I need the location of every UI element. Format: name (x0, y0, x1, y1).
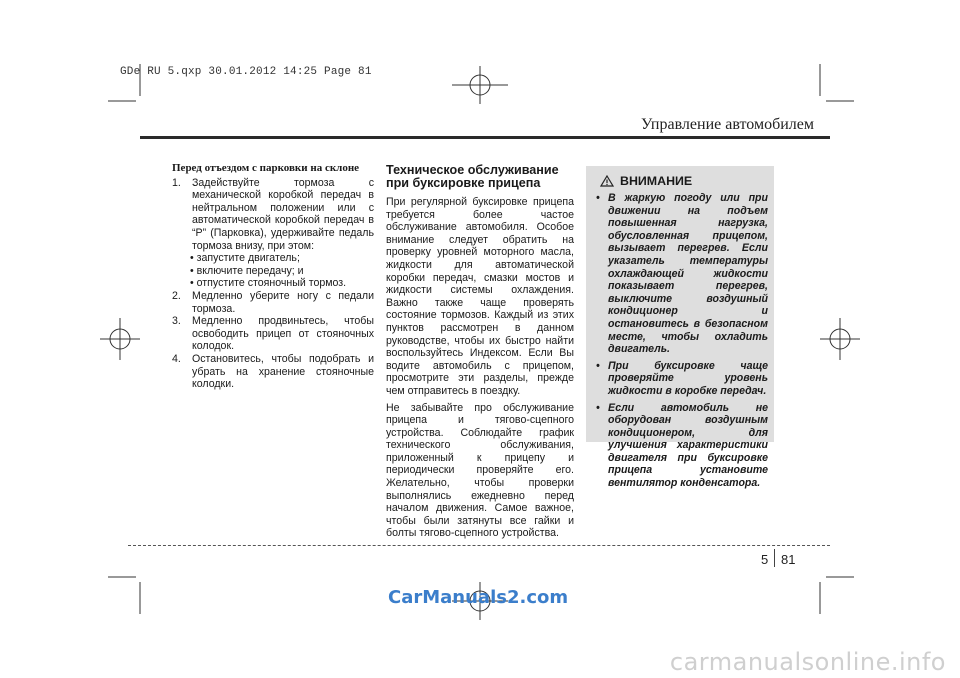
page-number-separator (774, 549, 775, 567)
step-bullet: • запустите двигатель; (190, 252, 300, 265)
warning-item: • Если автомобиль не оборудован воздушным кондиционером, для улучшения характеристики двигателя при буксировке прицепа установите вентилятор конденсатора. (596, 401, 768, 490)
step-bullet: • отпустите стояночный тормоз. (190, 277, 347, 290)
warning-title: ВНИМАНИЕ (620, 174, 693, 188)
chapter-title: Управление автомобилем (640, 116, 814, 133)
registration-mark-left (100, 318, 140, 360)
page-number: 81 (781, 552, 796, 567)
step-item: 1. Задействуйте тормоза с механической коробкой передач в нейтральном положении или с автоматической коробкой передач в “P” (Парковка), удерживайте педаль тормоза внизу, при этом: (172, 176, 374, 252)
section-title: Перед отъездом с парковки на склоне (172, 162, 360, 174)
registration-mark-right (820, 318, 860, 360)
footer-dashed-rule (128, 545, 830, 546)
section-title: Техническое обслуживание при буксировке прицепа (386, 163, 559, 190)
site-watermark: carmanualsonline.info (669, 648, 946, 676)
step-bullet: • включите передачу; и (190, 264, 304, 277)
brand-watermark-link[interactable]: CarManuals2.com (388, 587, 569, 608)
warning-item: • В жаркую погоду или при движении на подъем повышенная нагрузка, обусловленная прицепом, вызывает перегрев. Если указатель температуры охлаждающей жидкости показывает перегрев, выключите воздушный кондиционер и остановитесь в безопасном месте, чтобы охладить двигатель. (596, 192, 768, 356)
header-rule (140, 136, 830, 139)
warning-list (586, 188, 774, 490)
warning-box (586, 166, 774, 490)
section-number: 5 (761, 552, 769, 567)
step-item: 4. Остановитесь, чтобы подобрать и убрать на хранение стояночные колодки. (172, 352, 374, 391)
paragraph: Не забывайте про обслуживание прицепа и тягово-сцепного устройства. Соблюдайте график технического обслуживания, приложенный к прицепу и периодически проверяйте его. Желательно, чтобы проверки выполнялись ежедневно перед началом движения. Самое важное, чтобы были затянуты все гайки и болты тягово-сцепного устройства. (386, 401, 574, 540)
step-item: 3. Медленно продвиньтесь, чтобы освободить прицеп от стояночных колодок. (172, 315, 374, 353)
warning-item: • При буксировке чаще проверяйте уровень жидкости в коробке передач. (596, 359, 768, 397)
registration-mark-top (452, 66, 508, 104)
paragraph: При регулярной буксировке прицепа требуется более частое обслуживание автомобиля. Особое внимание следует обратить на проверку уровней моторного масла, жидкости для автоматической коробки передач, смазки мостов и жидкости системы охлаждения. Важно также чаще проверять состояние тормозов. Каждый из этих пунктов рассмотрен в данном руководстве, чтобы их быстро найти воспользуйтесь Индексом. Если Вы водите автомобиль с прицепом, просмотрите эти разделы, прежде чем отправитесь в поездку. (386, 196, 574, 397)
warning-triangle-icon (600, 175, 614, 187)
column-parking-on-slope (172, 162, 374, 391)
warning-header (586, 166, 774, 188)
column-trailer-maintenance (386, 164, 574, 544)
step-item: 2. Медленно уберите ногу с педали тормоза. (172, 289, 374, 315)
print-slug: GDe RU 5.qxp 30.01.2012 14:25 Page 81 (120, 66, 372, 78)
